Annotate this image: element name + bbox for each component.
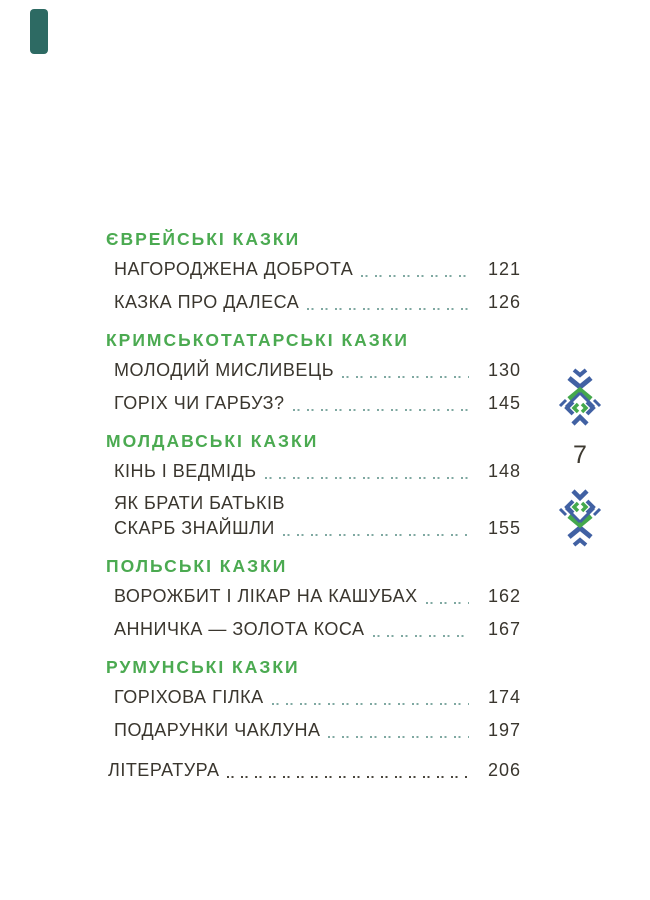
toc-entry	[106, 516, 521, 540]
entry-page-number: 162	[487, 586, 521, 606]
entry-title: ПОДАРУНКИ ЧАКЛУНА	[114, 720, 321, 740]
entry-title: НАГОРОДЖЕНА ДОБРОТА	[114, 259, 354, 279]
folk-embroidery-motif-icon-mirrored	[558, 488, 602, 548]
entry-title-line-2: СКАРБ ЗНАЙШЛИ	[114, 518, 275, 538]
entry-page-number: 174	[487, 687, 521, 707]
dot-leader	[265, 477, 469, 480]
dot-leader	[293, 409, 469, 412]
entry-title: КІНЬ І ВЕДМІДЬ	[114, 461, 257, 481]
dot-leader	[283, 534, 469, 537]
entry-page-number: 121	[487, 259, 521, 279]
entry-page-number: 197	[487, 720, 521, 740]
toc-entry[interactable]	[106, 290, 521, 314]
dot-leader	[426, 602, 469, 605]
toc-entry[interactable]	[106, 459, 521, 483]
page-number: 7	[573, 441, 587, 469]
section-heading: КРИМСЬКОТАТАРСЬКІ КАЗКИ	[106, 330, 409, 350]
entry-title: ГОРІХОВА ГІЛКА	[114, 687, 264, 707]
entry-title-line-1: ЯК БРАТИ БАТЬКІВ	[114, 493, 285, 513]
entry-page-number: 206	[487, 760, 521, 780]
entry-title: АННИЧКА — ЗОЛОТА КОСА	[114, 619, 365, 639]
entry-title: ВОРОЖБИТ І ЛІКАР НА КАШУБАХ	[114, 586, 418, 606]
toc-section	[106, 229, 521, 314]
toc-entry[interactable]	[106, 685, 521, 709]
dot-leader	[361, 275, 469, 278]
toc-entry[interactable]	[106, 584, 521, 608]
page-margin-decoration	[557, 367, 603, 548]
toc-entry-two-line[interactable]	[106, 492, 521, 540]
section-heading: ЄВРЕЙСЬКІ КАЗКИ	[106, 229, 301, 249]
dot-leader	[307, 308, 469, 311]
toc-entry[interactable]	[106, 257, 521, 281]
toc-section	[106, 556, 521, 641]
entry-page-number: 148	[487, 461, 521, 481]
toc-entry[interactable]	[106, 358, 521, 382]
toc-section	[106, 657, 521, 742]
entry-page-number: 130	[487, 360, 521, 380]
entry-page-number: 145	[487, 393, 521, 413]
toc-entry-literature[interactable]	[106, 758, 521, 782]
folk-embroidery-motif-icon	[558, 367, 602, 427]
table-of-contents	[106, 222, 521, 791]
entry-page-number: 126	[487, 292, 521, 312]
section-heading: МОЛДАВСЬКІ КАЗКИ	[106, 431, 319, 451]
toc-entry[interactable]	[106, 617, 521, 641]
entry-page-number: 155	[487, 518, 521, 538]
section-heading: РУМУНСЬКІ КАЗКИ	[106, 657, 300, 677]
dot-leader	[373, 635, 469, 638]
section-heading: ПОЛЬСЬКІ КАЗКИ	[106, 556, 288, 576]
dot-leader	[227, 776, 469, 779]
entry-title: ГОРІХ ЧИ ГАРБУЗ?	[114, 393, 285, 413]
bookmark-tab-icon	[30, 9, 48, 54]
entry-title: КАЗКА ПРО ДАЛЕСА	[114, 292, 300, 312]
entry-title: ЛІТЕРАТУРА	[108, 760, 220, 780]
entry-page-number: 167	[487, 619, 521, 639]
toc-section	[106, 431, 521, 540]
toc-section	[106, 330, 521, 415]
dot-leader	[272, 703, 469, 706]
toc-entry[interactable]	[106, 718, 521, 742]
entry-title: МОЛОДИЙ МИСЛИВЕЦЬ	[114, 360, 334, 380]
toc-entry[interactable]	[106, 391, 521, 415]
dot-leader	[342, 376, 469, 379]
dot-leader	[328, 736, 469, 739]
